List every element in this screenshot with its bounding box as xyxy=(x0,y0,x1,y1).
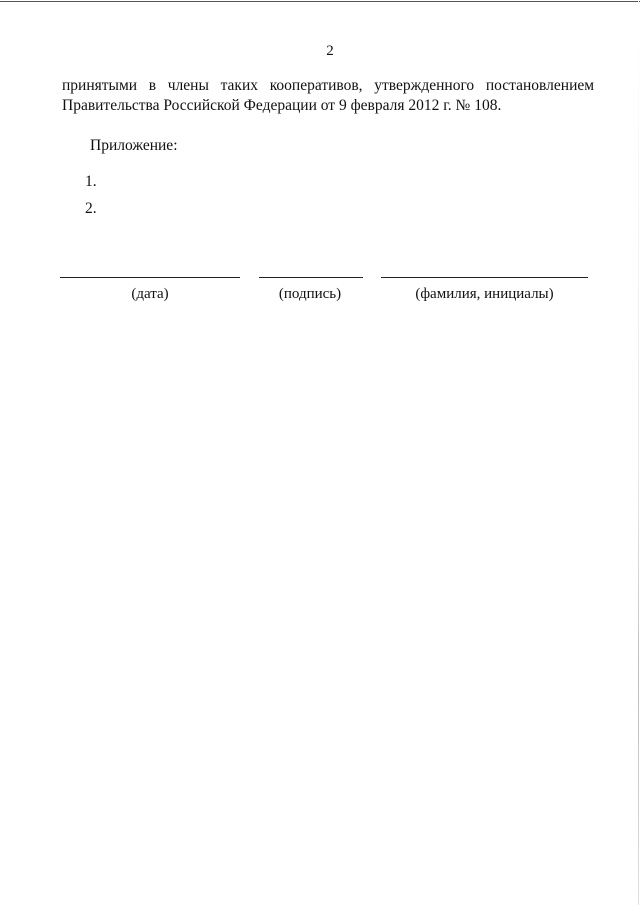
word: члены xyxy=(167,77,209,94)
appendix-item-1: 1. xyxy=(85,173,97,190)
body-line-1 xyxy=(62,76,594,96)
body-line-2: Правительства Российской Федерации от 9 февраля 2012 г. № 108. xyxy=(62,97,502,114)
word: в xyxy=(148,77,157,94)
appendix-item-2: 2. xyxy=(85,200,97,217)
scan-edge-shadow xyxy=(638,0,639,905)
word: утвержденного xyxy=(374,77,475,94)
date-caption: (дата) xyxy=(131,286,169,302)
word: принятыми xyxy=(62,77,138,94)
page-number: 2 xyxy=(326,43,334,59)
body-paragraph xyxy=(62,76,594,116)
date-blank-line xyxy=(60,277,240,278)
word: постановлением xyxy=(485,77,595,94)
word: кооперативов, xyxy=(269,77,363,94)
signature-blank-line xyxy=(259,277,363,278)
appendix-label: Приложение: xyxy=(90,137,178,154)
top-edge-rule xyxy=(0,1,640,2)
name-caption: (фамилия, инициалы) xyxy=(415,286,554,302)
signature-caption: (подпись) xyxy=(278,286,342,302)
word: таких xyxy=(220,77,258,94)
name-blank-line xyxy=(381,277,588,278)
